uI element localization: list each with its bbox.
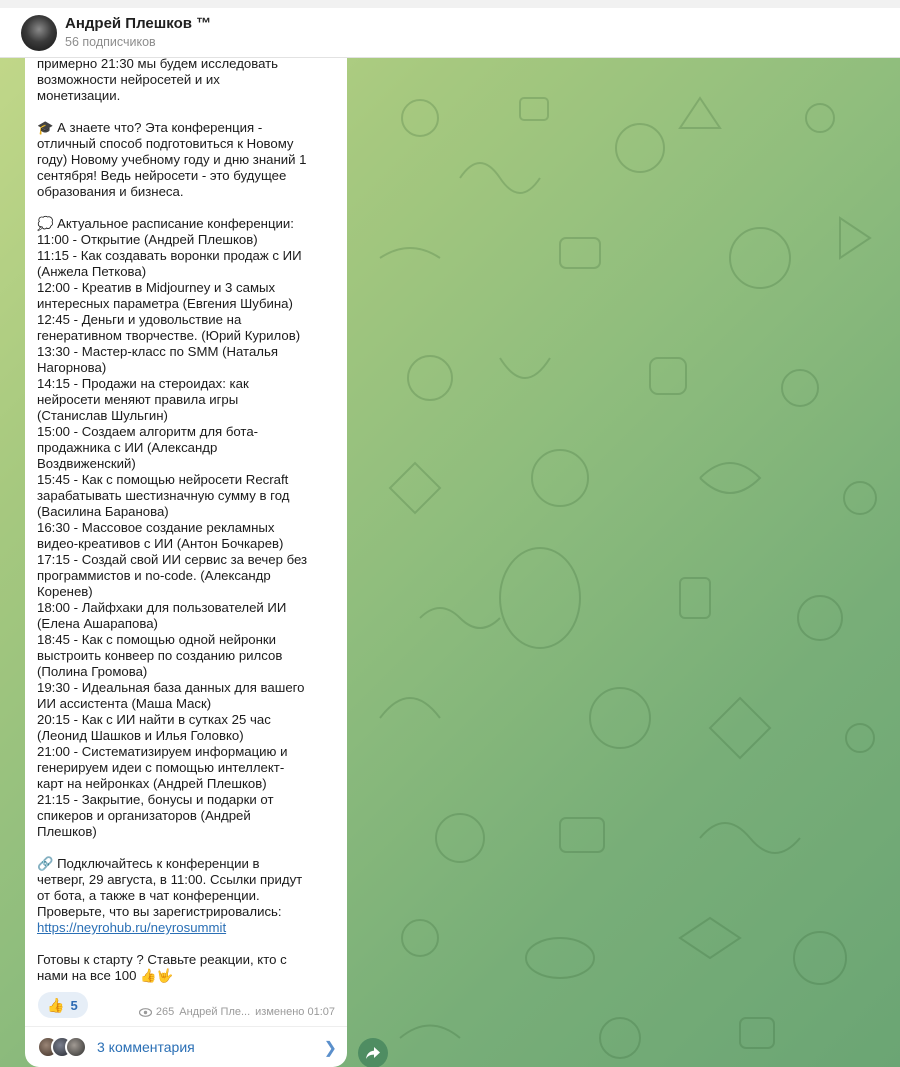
schedule-line: 20:15 - Как с ИИ найти в сутках 25 час: [37, 712, 271, 727]
schedule-line: интересных параметра (Евгения Шубина): [37, 296, 293, 311]
chevron-right-icon: ❯: [323, 1040, 337, 1057]
schedule-line: 12:45 - Деньги и удовольствие на: [37, 312, 242, 327]
schedule-line: выстроить конвеер по созданию рилсов: [37, 648, 283, 663]
text-line: от бота, а также в чат конференции.: [37, 888, 260, 903]
channel-title: Андрей Плешков ™: [65, 14, 212, 32]
schedule-line: 19:30 - Идеальная база данных для вашего: [37, 680, 305, 695]
schedule-line: видео-креативов с ИИ (Антон Бочкарев): [37, 536, 284, 551]
view-count: 265: [155, 1006, 175, 1018]
channel-header[interactable]: [0, 8, 900, 58]
share-button[interactable]: [358, 1038, 388, 1067]
text-line: нами на все 100 👍🤟: [37, 968, 173, 983]
share-arrow-icon: [365, 1046, 381, 1060]
schedule-line: 15:00 - Создаем алгоритм для бота-: [37, 424, 259, 439]
channel-info: [65, 15, 211, 51]
edited-time: изменено 01:07: [255, 1006, 335, 1018]
text-line: году) Новому учебному году и дню знаний 1: [37, 152, 307, 167]
post-paragraph-intro: [37, 58, 337, 104]
text-line: 🔗 Подключайтесь к конференции в: [37, 856, 260, 871]
schedule-line: 14:15 - Продажи на стероидах: как: [37, 376, 249, 391]
schedule-line: Воздвиженский): [37, 456, 136, 471]
post-paragraph-connect: [37, 856, 337, 936]
schedule-line: нейросети меняют правила игры: [37, 392, 239, 407]
text-line: отличный способ подготовиться к Новому: [37, 136, 294, 151]
schedule-line: 17:15 - Создай свой ИИ сервис за вечер без: [37, 552, 308, 567]
schedule-line: карт на нейронках (Андрей Плешков): [37, 776, 267, 791]
text-line: образования и бизнеса.: [37, 184, 184, 199]
schedule-line: Коренев): [37, 584, 93, 599]
commenter-avatar: [65, 1036, 87, 1058]
schedule-line: спикеров и организаторов (Андрей: [37, 808, 251, 823]
post-meta: [139, 1006, 335, 1018]
schedule-line: (Полина Громова): [37, 664, 148, 679]
text-line: четверг, 29 августа, в 11:00. Ссылки придут: [37, 872, 303, 887]
schedule-line: (Анжела Петкова): [37, 264, 147, 279]
text-line: монетизации.: [37, 88, 121, 103]
post-paragraph-did-you-know: [37, 120, 337, 200]
schedule-line: продажника с ИИ (Александр: [37, 440, 218, 455]
text-line: возможности нейросетей и их: [37, 72, 220, 87]
schedule-line: ИИ ассистента (Маша Маск): [37, 696, 212, 711]
schedule-line: программистов и no-code. (Александр: [37, 568, 271, 583]
schedule-line: (Леонид Шашков и Илья Головко): [37, 728, 244, 743]
schedule-line: 13:30 - Мастер-класс по SMM (Наталья: [37, 344, 278, 359]
post-author: Андрей Пле...: [179, 1006, 251, 1018]
schedule-line: 16:30 - Массовое создание рекламных: [37, 520, 275, 535]
schedule-line: 11:15 - Как создавать воронки продаж с ИИ: [37, 248, 302, 263]
schedule-line: 12:00 - Креатив в Midjourney и 3 самых: [37, 280, 276, 295]
schedule-line: Плешков): [37, 824, 97, 839]
schedule-line: 21:00 - Систематизируем информацию и: [37, 744, 288, 759]
schedule-line: 21:15 - Закрытие, бонусы и подарки от: [37, 792, 274, 807]
schedule-line: 11:00 - Открытие (Андрей Плешков): [37, 232, 258, 247]
schedule-line: Нагорнова): [37, 360, 107, 375]
schedule-line: 💭 Актуальное расписание конференции:: [37, 216, 294, 231]
schedule-line: генерируем идеи с помощью интеллект-: [37, 760, 285, 775]
window-top-strip: [0, 0, 900, 8]
reaction-count: 5: [70, 997, 78, 1013]
post-paragraph-ready: [37, 952, 337, 984]
comments-button[interactable]: [25, 1027, 347, 1067]
registration-link[interactable]: https://neyrohub.ru/neyrosummit: [37, 920, 227, 935]
schedule-line: 15:45 - Как с помощью нейросети Recraft: [37, 472, 289, 487]
schedule-line: зарабатывать шестизначную сумму в год: [37, 488, 290, 503]
comments-count: 3 комментария: [97, 1039, 195, 1055]
channel-avatar[interactable]: [21, 15, 57, 51]
subscriber-count: 56 подписчиков: [65, 34, 156, 49]
schedule-line: (Василина Баранова): [37, 504, 169, 519]
eye-icon: [139, 1008, 152, 1017]
reaction-thumbs-up[interactable]: [38, 992, 88, 1018]
post-text: [37, 58, 337, 1000]
post-paragraph-schedule: [37, 216, 337, 840]
schedule-line: генеративном творчестве. (Юрий Курилов): [37, 328, 301, 343]
thumbs-up-icon: 👍: [47, 996, 65, 1013]
schedule-line: (Елена Ашарапова): [37, 616, 158, 631]
schedule-line: 18:45 - Как с помощью одной нейронки: [37, 632, 277, 647]
text-line: Готовы к старту ? Ставьте реакции, кто с: [37, 952, 287, 967]
schedule-line: (Станислав Шульгин): [37, 408, 168, 423]
text-line: примерно 21:30 мы будем исследовать: [37, 58, 279, 71]
text-line: 🎓 А знаете что? Эта конференция -: [37, 120, 263, 135]
schedule-line: 18:00 - Лайфхаки для пользователей ИИ: [37, 600, 287, 615]
channel-post-bubble[interactable]: [25, 58, 347, 1067]
text-line: Проверьте, что вы зарегистрировались:: [37, 904, 282, 919]
text-line: сентября! Ведь нейросети - это будущее: [37, 168, 287, 183]
